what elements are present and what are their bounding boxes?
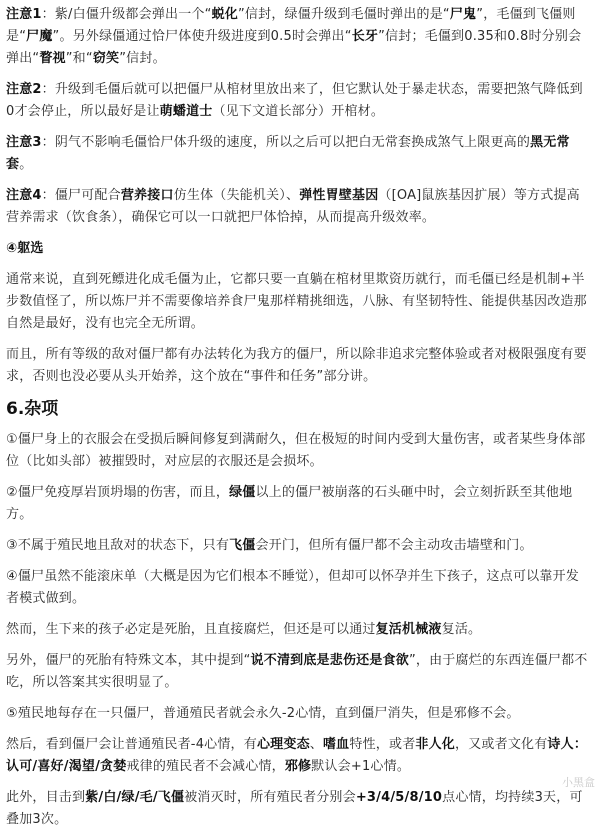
list-item: ①僵尸身上的衣服会在受损后瞬间修复到满耐久，但在极短的时间内受到大量伤害，或者某些身体部位（比如头部）被摧毁时，对应层的衣服还是会损坏。 <box>6 429 591 473</box>
paragraph: 通常来说，直到死鳔进化成毛僵为止，它都只要一直躺在棺材里欺资历就行，而毛僵已经是机制+半步数值怪了，所以炼尸并不需要像培养食尸鬼那样精挑细选，八脉、有坚韧特性、能提供基因改造那自然是最好，没有也完全无所谓。 <box>6 269 591 335</box>
note-label: 注意4 <box>6 188 42 203</box>
section-heading: 6.杂项 <box>6 397 591 421</box>
note-1: 注意1：紫/白僵升级都会弹出一个“蜕化”信封，绿僵升级到毛僵时弹出的是“尸鬼”，毛僵到飞僵则是“尸魔”。另外绿僵通过恰尸体使升级进度到0.5时会弹出“长牙”信封；毛僵到0.35和0.8时分别会弹出“瞀视”和“窃笑”信封。 <box>6 4 591 70</box>
note-label: 注意1 <box>6 7 42 22</box>
watermark: 小黑盒 <box>562 772 595 794</box>
paragraph: 然后，看到僵尸会让普通殖民者-4心情，有心理变态、嗜血特性，或者非人化，又或者文化有诗人：认可/喜好/渴望/贪婪戒律的殖民者不会减心情，邪修默认会+1心情。 <box>6 734 591 778</box>
list-item: ②僵尸免疫厚岩顶坍塌的伤害，而且，绿僵以上的僵尸被崩落的石头砸中时，会立刻折跃至其他地方。 <box>6 482 591 526</box>
paragraph: 另外，僵尸的死胎有特殊文本，其中提到“说不清到底是悲伤还是食欲”，由于腐烂的东西连僵尸都不吃，所以答案其实很明显了。 <box>6 650 591 694</box>
paragraph: 此外，目击到紫/白/绿/毛/飞僵被消灭时，所有殖民者分别会+3/4/5/8/10点心情，均持续3天，可叠加3次。 <box>6 787 591 831</box>
note-label: 注意2 <box>6 82 42 97</box>
note-4: 注意4：僵尸可配合营养接口仿生体（失能机关）、弹性胃壁基因（[OA]鼠族基因扩展）等方式提高营养需求（饮食条），确保它可以一口就把尸体恰掉，从而提高升级效率。 <box>6 185 591 229</box>
list-item: ⑤殖民地每存在一只僵尸，普通殖民者就会永久-2心情，直到僵尸消失，但是邪修不会。 <box>6 703 591 725</box>
list-item: ③不属于殖民地且敌对的状态下，只有飞僵会开门，但所有僵尸都不会主动攻击墙壁和门。 <box>6 535 591 557</box>
note-3: 注意3：阴气不影响毛僵恰尸体升级的速度，所以之后可以把白无常套换成煞气上限更高的黑无常套。 <box>6 132 591 176</box>
list-item: ④僵尸虽然不能滚床单（大概是因为它们根本不睡觉），但却可以怀孕并生下孩子，这点可以靠开发者模式做到。 <box>6 566 591 610</box>
paragraph: 而且，所有等级的敌对僵尸都有办法转化为我方的僵尸，所以除非追求完整体验或者对极限强度有要求，否则也没必要从头开始养，这个放在“事件和任务”部分讲。 <box>6 344 591 388</box>
paragraph: 然而，生下来的孩子必定是死胎，且直接腐烂，但还是可以通过复活机械液复活。 <box>6 619 591 641</box>
subsection-title: ④躯选 <box>6 238 591 260</box>
article-body <box>0 4 601 831</box>
note-label: 注意3 <box>6 135 42 150</box>
note-2: 注意2：升级到毛僵后就可以把僵尸从棺材里放出来了，但它默认处于暴走状态，需要把煞气降低到0才会停止，所以最好是让萌蟠道士（见下文道长部分）开棺材。 <box>6 79 591 123</box>
